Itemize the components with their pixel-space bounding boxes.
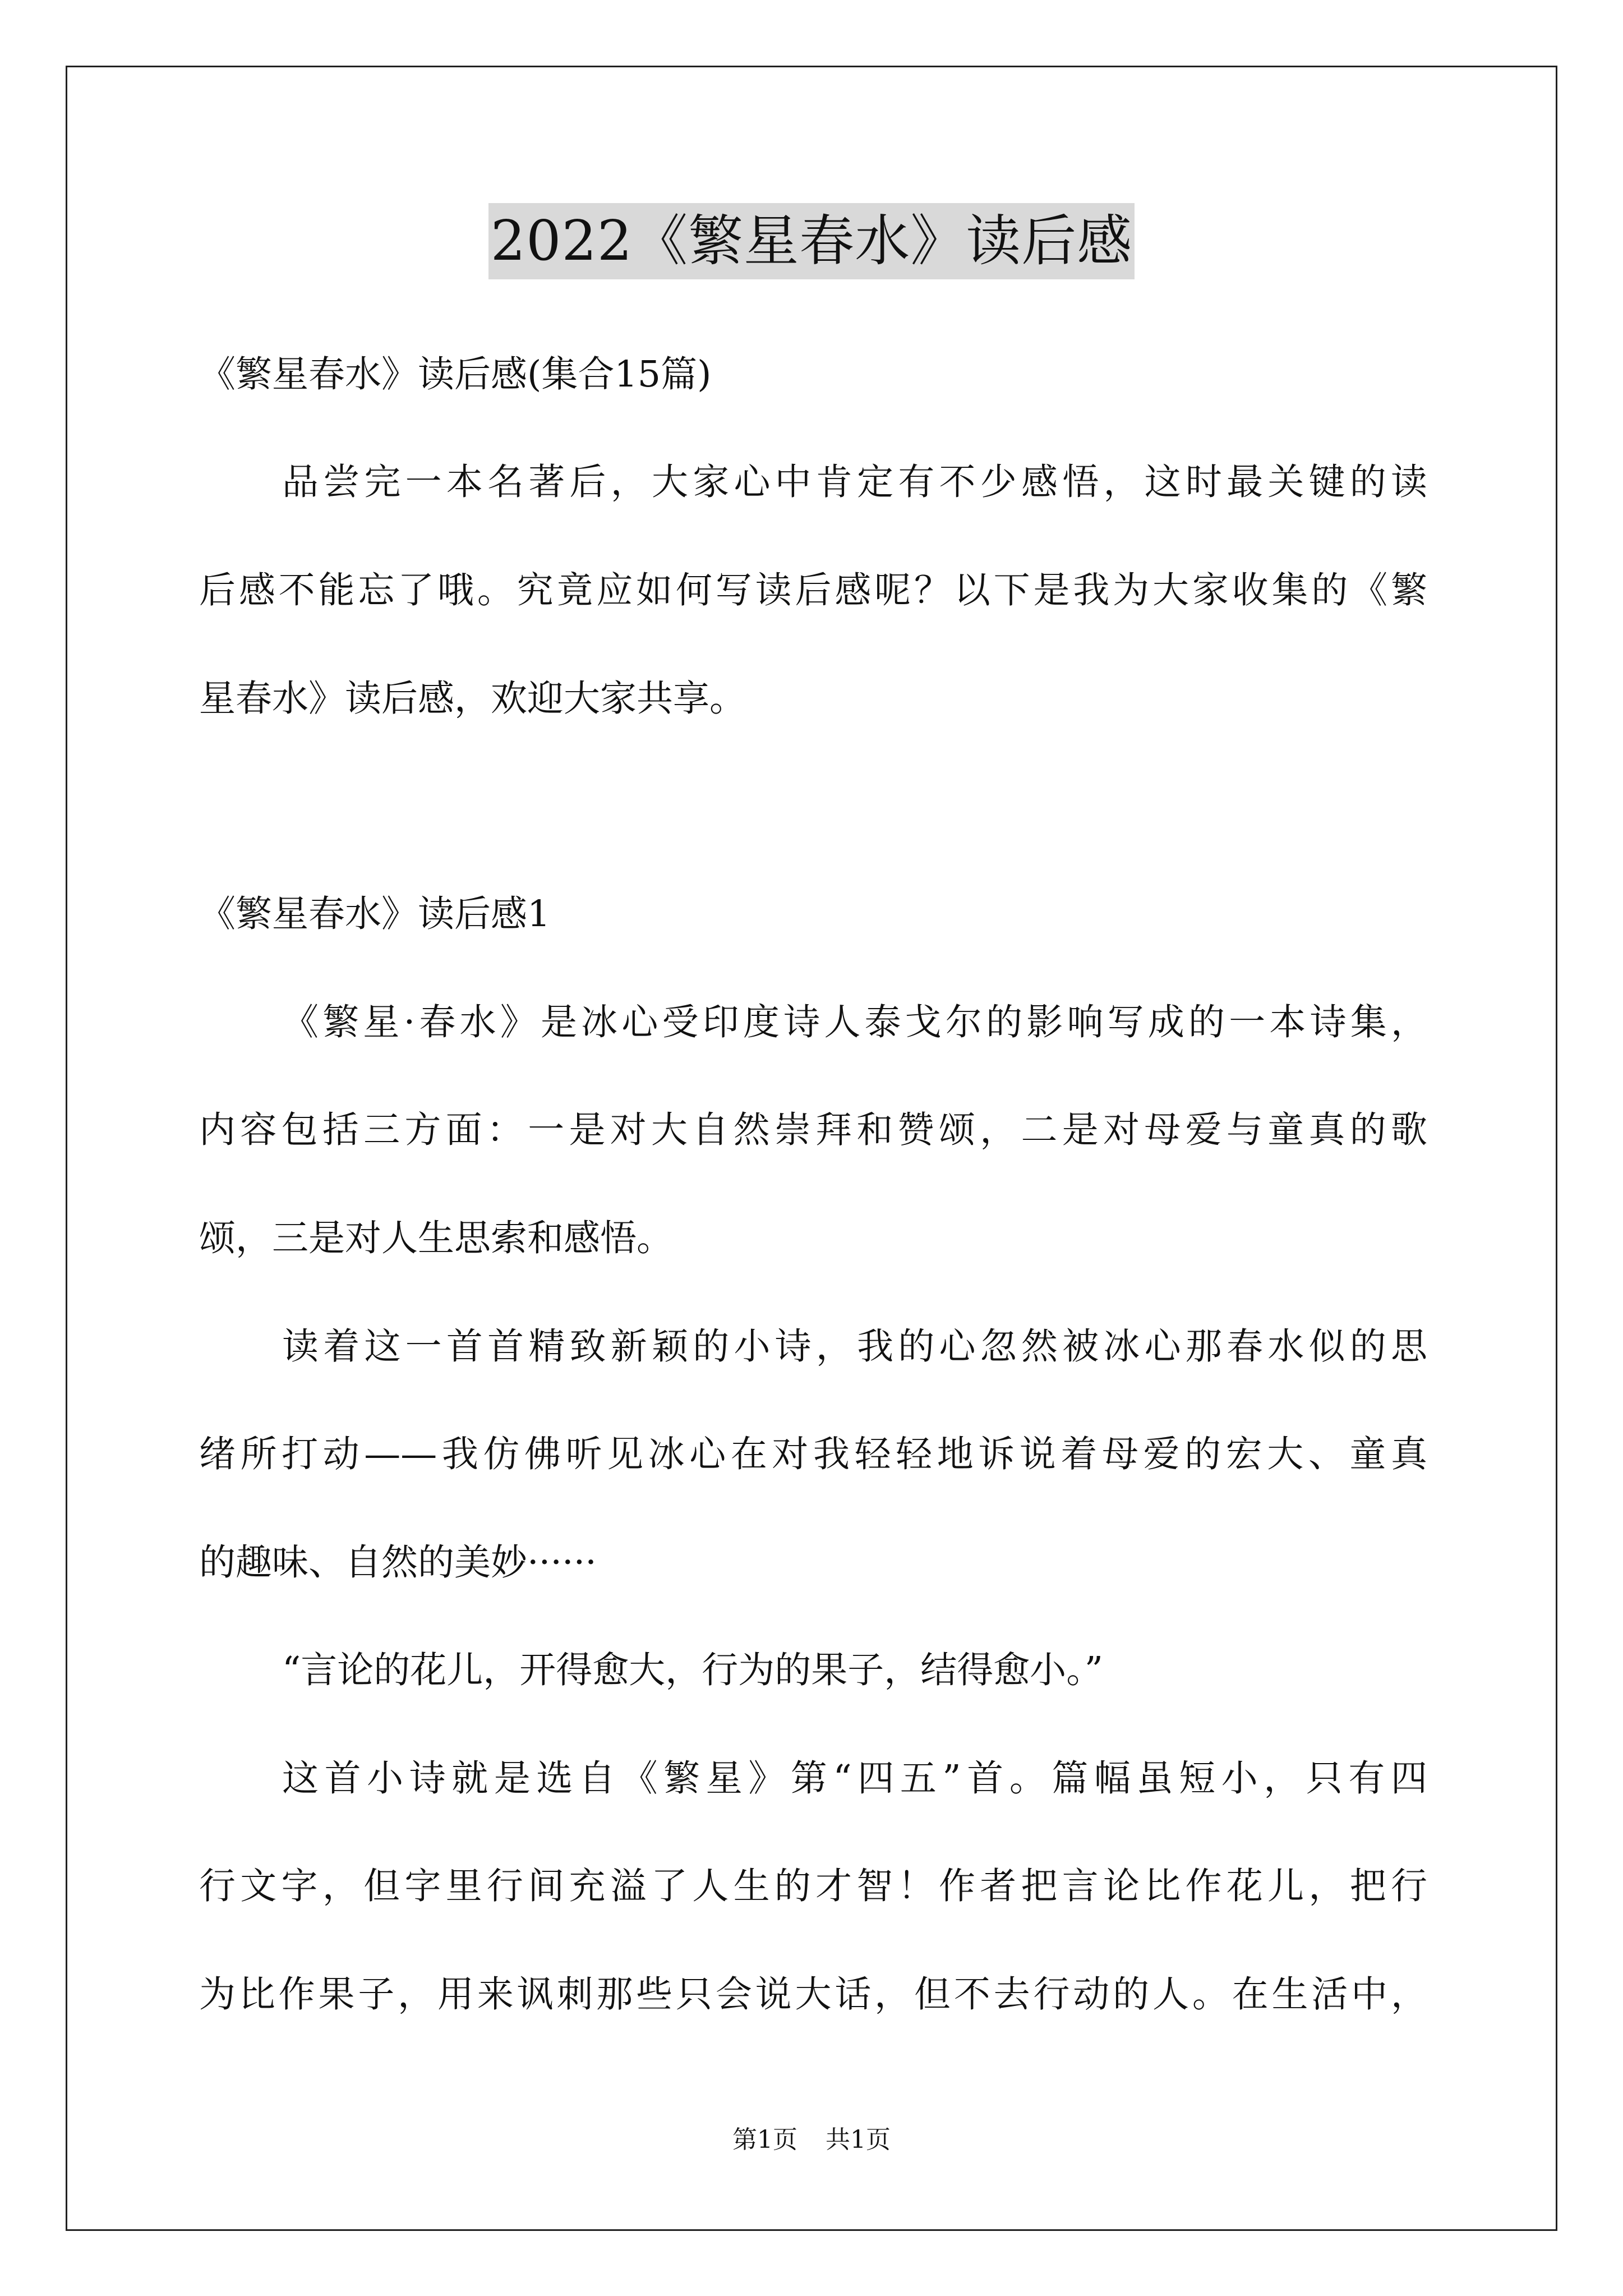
para2-line-3: 的趣味、自然的美妙······: [199, 1542, 597, 1584]
para1-line-2: 内容包括三方面：一是对大自然崇拜和赞颂，二是对母爱与童真的歌: [199, 1109, 1427, 1151]
intro-line-2: 后感不能忘了哦。究竟应如何写读后感呢？以下是我为大家收集的《繁: [199, 569, 1427, 611]
intro-line-1: 品尝完一本名著后，大家心中肯定有不少感悟，这时最关键的读: [282, 461, 1427, 503]
document-title: 2022《繁星春水》读后感: [488, 203, 1135, 279]
section-heading-1: 《繁星春水》读后感1: [199, 893, 551, 935]
quote-line: “言论的花儿，开得愈大，行为的果子，结得愈小。”: [282, 1649, 1103, 1691]
page-number-current: 第1页: [732, 2125, 797, 2154]
para3-line-2: 行文字，但字里行间充溢了人生的才智！作者把言论比作花儿，把行: [199, 1865, 1427, 1907]
title-container: [0, 203, 1623, 279]
para2-line-2: 绪所打动——我仿佛听见冰心在对我轻轻地诉说着母爱的宏大、童真: [199, 1433, 1427, 1475]
intro-line-3: 星春水》读后感，欢迎大家共享。: [199, 678, 746, 720]
para3-line-1: 这首小诗就是选自《繁星》第“四五”首。篇幅虽短小，只有四: [282, 1757, 1427, 1800]
page-footer: [0, 2123, 1623, 2157]
para1-line-1: 《繁星·春水》是冰心受印度诗人泰戈尔的影响写成的一本诗集，: [282, 1001, 1427, 1043]
para1-line-3: 颂，三是对人生思索和感悟。: [199, 1217, 674, 1259]
document-subtitle: 《繁星春水》读后感(集合15篇): [199, 353, 712, 395]
para2-line-1: 读着这一首首精致新颖的小诗，我的心忽然被冰心那春水似的思: [282, 1326, 1427, 1368]
para3-line-3: 为比作果子，用来讽刺那些只会说大话，但不去行动的人。在生活中，: [199, 1973, 1427, 2016]
page-number-total: 共1页: [826, 2125, 891, 2154]
